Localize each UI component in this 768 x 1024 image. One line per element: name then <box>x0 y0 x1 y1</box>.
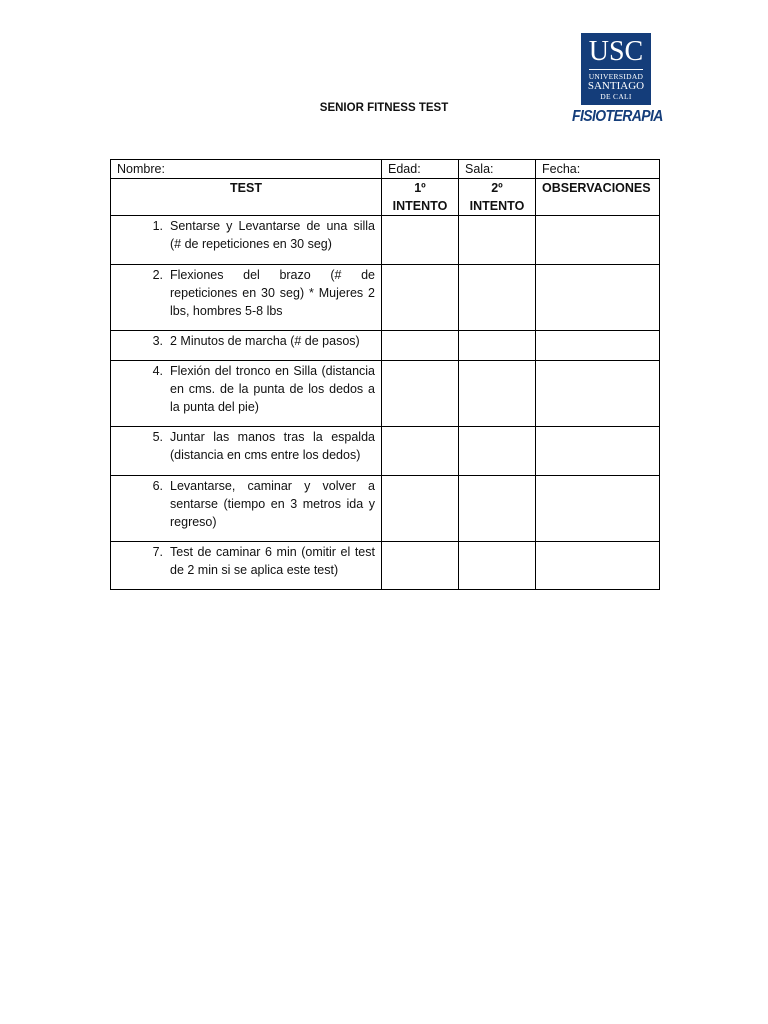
header-row <box>111 179 660 216</box>
attempt2-cell[interactable] <box>459 427 536 476</box>
attempt2-cell[interactable] <box>459 542 536 590</box>
form-fields-row <box>111 160 660 179</box>
attempt2-cell[interactable] <box>459 331 536 361</box>
attempt2-cell[interactable] <box>459 361 536 427</box>
attempt1-cell[interactable] <box>382 265 459 331</box>
header-observations: OBSERVACIONES <box>536 179 660 216</box>
test-number: 3. <box>152 334 163 348</box>
attempt1-cell[interactable] <box>382 476 459 542</box>
test-number: 1. <box>152 219 163 233</box>
header-attempt2: 2º INTENTO <box>459 179 536 216</box>
date-field[interactable]: Fecha: <box>536 160 660 179</box>
attempt1-cell[interactable] <box>382 216 459 265</box>
test-description: Juntar las manos tras la espalda (distancia en cms entre los dedos) <box>170 430 375 462</box>
test-cell <box>111 476 382 542</box>
room-field[interactable]: Sala: <box>459 160 536 179</box>
logo-divider <box>589 69 643 70</box>
test-cell <box>111 216 382 265</box>
observations-cell[interactable] <box>536 542 660 590</box>
test-cell <box>111 427 382 476</box>
observations-cell[interactable] <box>536 216 660 265</box>
logo-line1: UNIVERSIDAD <box>588 72 644 81</box>
test-cell <box>111 265 382 331</box>
usc-logo-box <box>581 33 651 105</box>
table-row <box>111 265 660 331</box>
fitness-test-table <box>110 159 660 590</box>
test-number: 6. <box>152 479 163 493</box>
logo-line3: DE CALI <box>600 92 632 101</box>
table-row <box>111 476 660 542</box>
attempt1-cell[interactable] <box>382 542 459 590</box>
logo-acronym: USC <box>588 36 644 67</box>
observations-cell[interactable] <box>536 427 660 476</box>
test-number: 4. <box>152 364 163 378</box>
test-description: Sentarse y Levantarse de una silla (# de repeticiones en 30 seg) <box>170 219 375 251</box>
observations-cell[interactable] <box>536 265 660 331</box>
test-number: 5. <box>152 430 163 444</box>
test-description: 2 Minutos de marcha (# de pasos) <box>170 334 360 348</box>
observations-cell[interactable] <box>536 476 660 542</box>
logo-line2: SANTIAGO <box>587 80 645 92</box>
observations-cell[interactable] <box>536 331 660 361</box>
test-description: Flexión del tronco en Silla (distancia en cms. de la punta de los dedos a la punta del pie) <box>170 364 375 414</box>
page-title: SENIOR FITNESS TEST <box>319 102 449 114</box>
test-description: Levantarse, caminar y volver a sentarse (tiempo en 3 metros ida y regreso) <box>170 479 375 529</box>
test-cell <box>111 361 382 427</box>
name-field[interactable]: Nombre: <box>111 160 382 179</box>
table-row <box>111 542 660 590</box>
header-test: TEST <box>111 179 382 216</box>
table-row <box>111 427 660 476</box>
age-field[interactable]: Edad: <box>382 160 459 179</box>
table-row <box>111 361 660 427</box>
attempt2-cell[interactable] <box>459 216 536 265</box>
test-number: 2. <box>152 268 163 282</box>
test-cell <box>111 331 382 361</box>
table-row <box>111 331 660 361</box>
test-description: Flexiones del brazo (# de repeticiones en 30 seg) * Mujeres 2 lbs, hombres 5-8 lbs <box>170 268 375 318</box>
header-attempt1: 1º INTENTO <box>382 179 459 216</box>
logo-department: FISIOTERAPIA <box>572 105 663 125</box>
observations-cell[interactable] <box>536 361 660 427</box>
attempt2-cell[interactable] <box>459 476 536 542</box>
attempt1-cell[interactable] <box>382 331 459 361</box>
test-number: 7. <box>152 545 163 559</box>
test-description: Test de caminar 6 min (omitir el test de 2 min si se aplica este test) <box>170 545 375 577</box>
attempt1-cell[interactable] <box>382 361 459 427</box>
table-row <box>111 216 660 265</box>
attempt2-cell[interactable] <box>459 265 536 331</box>
test-cell <box>111 542 382 590</box>
attempt1-cell[interactable] <box>382 427 459 476</box>
